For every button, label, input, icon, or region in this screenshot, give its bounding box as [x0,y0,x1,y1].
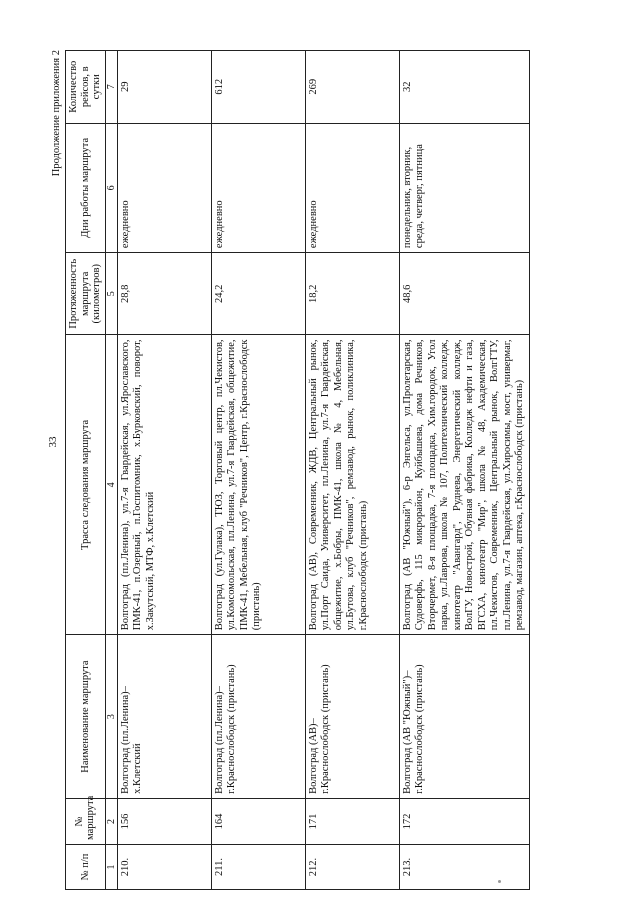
table-row [117,51,211,890]
route-name: Волгоград (АВ "Южный")–г.Краснослободск (пристань) [399,635,529,799]
operating-days: ежедневно [117,123,211,253]
table-row [399,51,529,890]
header-route-number: № маршрута [66,798,106,844]
header-index: № п/п [66,844,106,889]
header-route-name: Наименование маршрута [66,635,106,799]
route-length: 48,6 [399,253,529,335]
route-name: Волгоград (АВ)–г.Краснослободск (пристань) [305,635,399,799]
route-number: 156 [117,798,211,844]
header-row [66,51,106,890]
header-route-path: Трасса следования маршрута [66,335,106,635]
row-index: 212. [305,844,399,889]
route-length: 28,8 [117,253,211,335]
scan-speck [498,880,501,883]
routes-table [65,50,530,890]
continuation-label: Продолжение приложения 2 [51,50,62,177]
rotated-page-content [47,50,593,890]
route-name: Волгоград (пл.Ленина)–г.Краснослободск (пристань) [211,635,305,799]
route-length: 18,2 [305,253,399,335]
route-path: Волгоград (АВ "Южный"), 6-р Энгельса, ул.Пролетарская, Судоверфь, 115 микрорайон, Куйбышева, дома Речников, Вторчермет, 8-я площадка, 7-я площадка, Хим.городок, Угол парка, ул.Лаврова, школа № 107, Политехнический колледж, кинотеатр "Авангард", Руднева, Энергетический колледж, ВолГУ, Новострой, Обувная фабрика, Колледж нефти и газа, ВГСХА, кинотеатр "Мир", школа № 48, Академическая, пл.Чекистов, Современник, Центральный рынок, ВолгГТУ, пл.Ленина, ул.7-я Гвардейская, ул.Хиросимы, мост, универмаг, ремзавод, магазин, аптека, г.Краснослободск (пристань) [399,335,529,635]
column-number-row [105,51,117,890]
route-number: 164 [211,798,305,844]
row-index: 210. [117,844,211,889]
trips-per-day: 29 [117,51,211,124]
route-path: Волгоград (пл.Ленина), ул.7-я Гвардейская, ул.Ярославского, ПМК-41, п.Озерный, п.Госпитомник, х.Бурковский, поворот, х.Закутский, МТФ, х.Клетский [117,335,211,635]
column-number: 7 [105,51,117,124]
route-number: 172 [399,798,529,844]
table-row [211,51,305,890]
column-number: 6 [105,123,117,253]
column-number: 1 [105,844,117,889]
page-number: 33 [47,436,59,448]
operating-days: ежедневно [211,123,305,253]
route-path: Волгоград (ул.Гулака), ТЮЗ, Торговый центр, пл.Чекистов, ул.Комсомольская, пл.Ленина, ул.7-я Гвардейская, общежитие, ПМК-41, Мебельная, клуб "Речников", Центр, г.Краснослободск (пристань) [211,335,305,635]
route-path: Волгоград (АВ), Современник, ЖДВ, Центральный рынок, ул.Порт Саида, Университет, пл.Ленина, ул.7-я Гвардейская, общежитие, х.Бобры, ПМК-41, школа № 4, Мебельная, ул.Бутова, клуб "Речников", ремзавод, рынок, поликлиника, г.Краснослободск (пристань) [305,335,399,635]
table-row [305,51,399,890]
row-index: 213. [399,844,529,889]
trips-per-day: 612 [211,51,305,124]
column-number: 2 [105,798,117,844]
header-route-length: Протяженность маршрута (километров) [66,253,106,335]
operating-days: ежедневно [305,123,399,253]
row-index: 211. [211,844,305,889]
column-number: 3 [105,635,117,799]
header-operating-days: Дни работы маршрута [66,123,106,253]
column-number: 4 [105,335,117,635]
route-name: Волгоград (пл.Ленина)–х.Клетский [117,635,211,799]
trips-per-day: 32 [399,51,529,124]
trips-per-day: 269 [305,51,399,124]
route-length: 24,2 [211,253,305,335]
column-number: 5 [105,253,117,335]
route-number: 171 [305,798,399,844]
operating-days: понедельник, вторник, среда, четверг, пятница [399,123,529,253]
header-trips-per-day: Количество рейсов, в сутки [66,51,106,124]
